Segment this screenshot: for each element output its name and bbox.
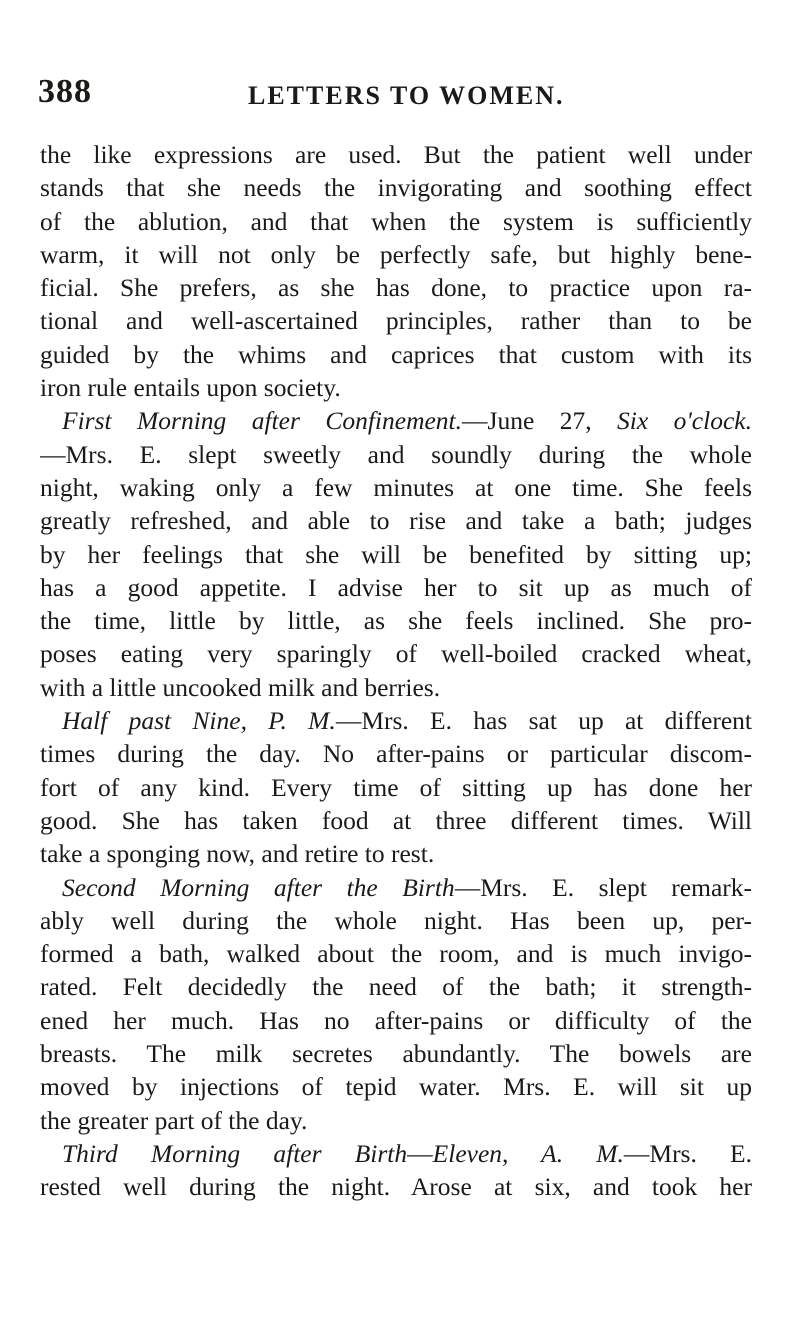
entry-heading-line — [40, 404, 752, 437]
text-line: guided by the whims and caprices that custom with its — [40, 339, 752, 369]
entry-heading-line: Half past Nine, P. M.—Mrs. E. has sat up at different — [62, 706, 752, 736]
entry-heading-line: Second Morning after the Birth—Mrs. E. slept remark- — [62, 872, 752, 902]
entry-heading-italic: Eleven, A. M. — [432, 1138, 624, 1168]
text-line: rested well during the night. Arose at six, and took her — [40, 1172, 752, 1202]
text-line: take a sponging now, and retire to rest. — [40, 839, 435, 869]
entry-heading-italic: Half past Nine, P. M. — [62, 706, 336, 736]
text-line: rated. Felt decidedly the need of the bath; it strength- — [40, 972, 752, 1002]
text-line: poses eating very sparingly of well-boiled cracked wheat, — [40, 639, 752, 669]
text-line: the like expressions are used. But the patient well under — [40, 140, 752, 169]
text-line: the time, little by little, as she feels inclined. She pro- — [40, 606, 752, 636]
text-line: with a little uncooked milk and berries. — [40, 672, 441, 702]
text-line: tional and well-ascertained principles, rather than to be — [40, 306, 752, 336]
page-header — [0, 72, 800, 112]
entry-heading-italic: Second Morning after the Birth — [62, 872, 455, 902]
entry-heading-plain: — — [407, 1138, 433, 1168]
text-line: moved by injections of tepid water. Mrs. E. will sit up — [40, 1072, 752, 1102]
text-line: night, waking only a few minutes at one time. She feels — [40, 472, 752, 502]
text-line: fort of any kind. Every time of sitting up has done her — [40, 772, 752, 802]
text-line: —Mrs. E. slept sweetly and soundly during the whole — [40, 439, 752, 469]
text-line: breasts. The milk secretes abundantly. The bowels are — [40, 1039, 752, 1069]
page-number: 388 — [38, 73, 92, 110]
running-head: LETTERS TO WOMEN. — [248, 81, 565, 110]
text-line: stands that she needs the invigorating and soothing effect — [40, 173, 752, 203]
text-line: ficial. She prefers, as she has done, to practice upon ra- — [40, 273, 752, 303]
text-line: greatly refreshed, and able to rise and take a bath; judges — [40, 506, 752, 536]
entry-heading-plain: —June 27, — [462, 406, 618, 436]
text-line: iron rule entails upon society. — [40, 373, 341, 403]
text-line: by her feelings that she will be benefited by sitting up; — [40, 539, 752, 569]
text-line: the greater part of the day. — [40, 1105, 308, 1135]
text-line: ened her much. Has no after-pains or difficulty of the — [40, 1005, 752, 1035]
text-line: times during the day. No after-pains or particular discom- — [40, 739, 752, 769]
text-line: of the ablution, and that when the system is sufficiently — [40, 206, 752, 236]
entry-heading-line: Third Morning after Birth—Eleven, A. M.—Mrs. E. — [62, 1138, 752, 1168]
entry-heading-italic: Third Morning after Birth — [62, 1138, 408, 1168]
body-text — [40, 138, 752, 1204]
text-line: warm, it will not only be perfectly safe, but highly bene- — [40, 239, 752, 269]
text-line: ably well during the whole night. Has been up, per- — [40, 905, 752, 935]
text-line: formed a bath, walked about the room, and is much invigo- — [40, 939, 752, 969]
entry-heading-italic: Six o'clock. — [617, 406, 752, 436]
text-line: has a good appetite. I advise her to sit up as much of — [40, 572, 752, 602]
text-line: good. She has taken food at three different times. Will — [40, 805, 752, 835]
entry-heading-italic: First Morning after Confinement. — [62, 406, 463, 436]
